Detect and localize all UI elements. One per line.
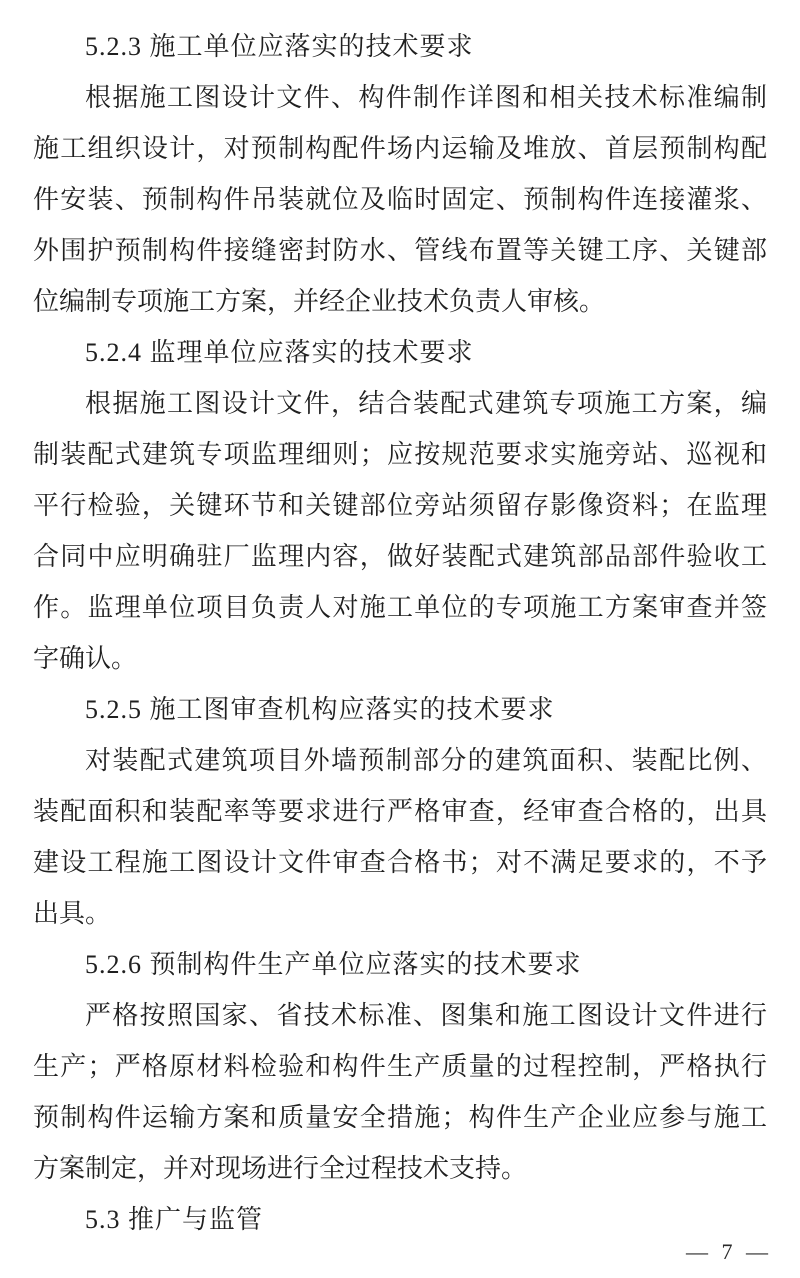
paragraph-line: 方案制定，并对现场进行全过程技术支持。 bbox=[33, 1154, 528, 1183]
paragraph-line: 作。监理单位项目负责人对施工单位的专项施工方案审查并签 bbox=[33, 593, 767, 622]
paragraph-line: 件安装、预制构件吊装就位及临时固定、预制构件连接灌浆、 bbox=[33, 185, 767, 214]
paragraph-line: 根据施工图设计文件、构件制作详图和相关技术标准编制 bbox=[85, 83, 767, 112]
paragraph-line: 装配面积和装配率等要求进行严格审查，经审查合格的，出具 bbox=[33, 797, 767, 826]
paragraph-line: 外围护预制构件接缝密封防水、管线布置等关键工序、关键部 bbox=[33, 236, 767, 265]
heading-5-2-3: 5.2.3 施工单位应落实的技术要求 bbox=[85, 32, 474, 61]
heading-5-2-5: 5.2.5 施工图审查机构应落实的技术要求 bbox=[85, 695, 555, 724]
paragraph-line: 根据施工图设计文件，结合装配式建筑专项施工方案，编 bbox=[85, 389, 767, 418]
heading-5-2-4: 5.2.4 监理单位应落实的技术要求 bbox=[85, 338, 474, 367]
paragraph-line: 建设工程施工图设计文件审查合格书；对不满足要求的，不予 bbox=[33, 848, 767, 877]
paragraph-line: 出具。 bbox=[33, 899, 112, 928]
document-body bbox=[33, 21, 767, 1245]
paragraph-line: 合同中应明确驻厂监理内容，做好装配式建筑部品部件验收工 bbox=[33, 542, 767, 571]
paragraph-line: 对装配式建筑项目外墙预制部分的建筑面积、装配比例、 bbox=[85, 746, 767, 775]
paragraph-line: 施工组织设计，对预制构配件场内运输及堆放、首层预制构配 bbox=[33, 134, 767, 163]
paragraph-line: 平行检验，关键环节和关键部位旁站须留存影像资料；在监理 bbox=[33, 491, 767, 520]
paragraph-line: 制装配式建筑专项监理细则；应按规范要求实施旁站、巡视和 bbox=[33, 440, 767, 469]
paragraph-line: 生产；严格原材料检验和构件生产质量的过程控制，严格执行 bbox=[33, 1052, 767, 1081]
paragraph-line: 严格按照国家、省技术标准、图集和施工图设计文件进行 bbox=[85, 1001, 767, 1030]
paragraph-line: 预制构件运输方案和质量安全措施；构件生产企业应参与施工 bbox=[33, 1103, 767, 1132]
paragraph-line: 位编制专项施工方案，并经企业技术负责人审核。 bbox=[33, 287, 606, 316]
paragraph-line: 字确认。 bbox=[33, 644, 138, 673]
page-number: — 7 — bbox=[686, 1239, 772, 1264]
heading-5-2-6: 5.2.6 预制构件生产单位应落实的技术要求 bbox=[85, 950, 582, 979]
heading-5-3: 5.3 推广与监管 bbox=[85, 1205, 264, 1234]
